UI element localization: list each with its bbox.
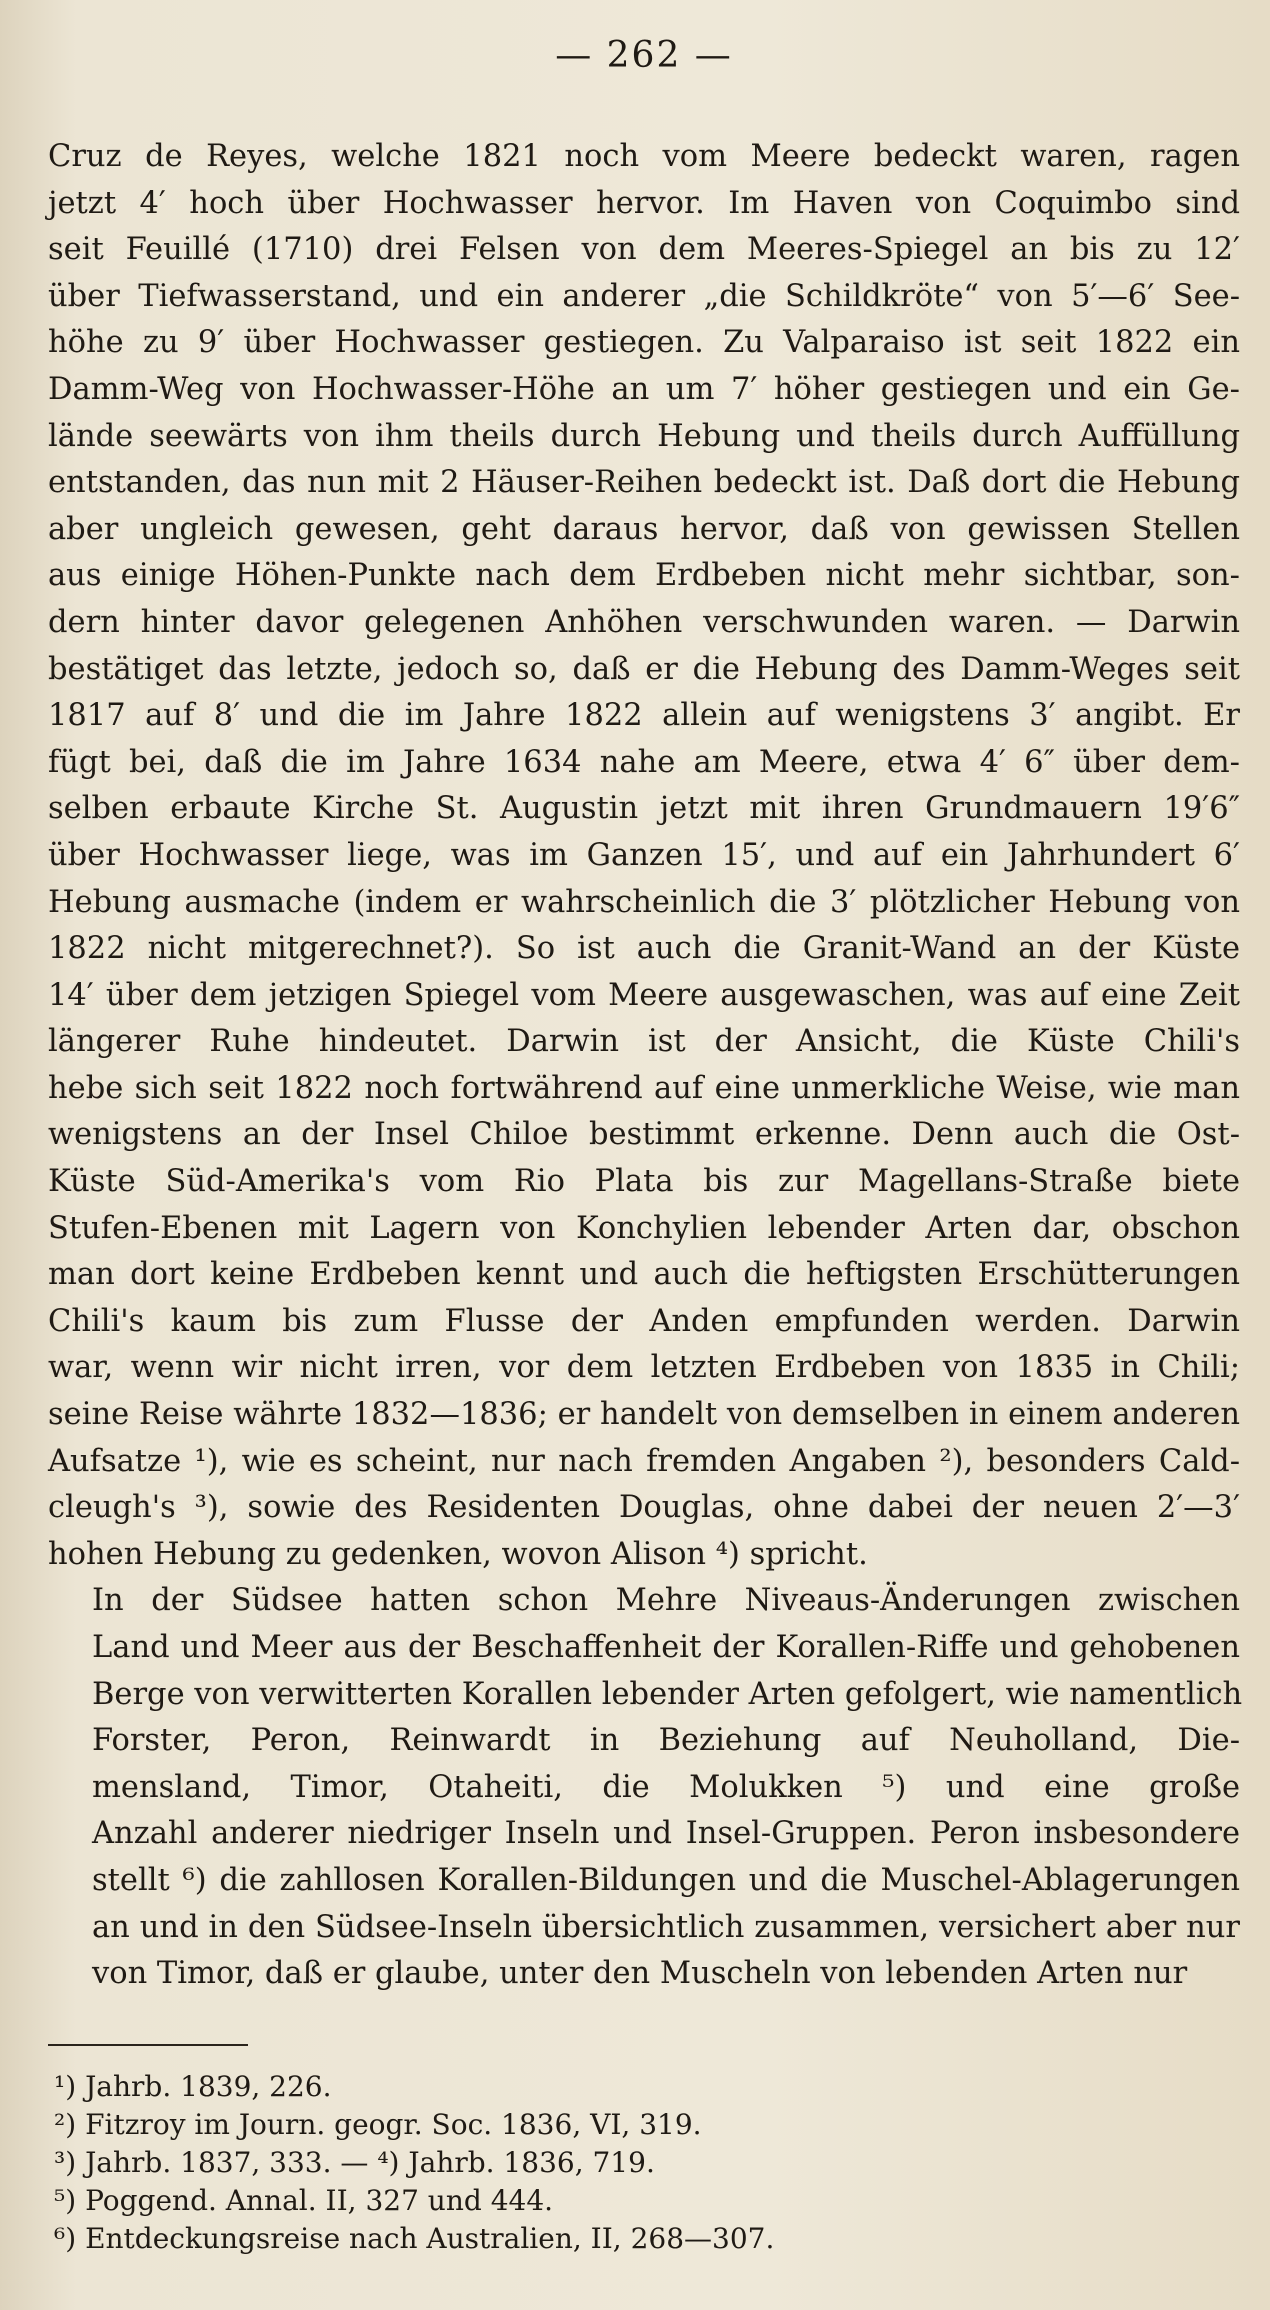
text-line: 1817 auf 8′ und die im Jahre 1822 allein auf wenigstens 3′ angibt. Er bbox=[48, 698, 1240, 734]
text-line: Hebung ausmache (indem er wahrscheinlich die 3′ plötzlicher Hebung von bbox=[48, 884, 1240, 920]
text-line: man dort keine Erdbeben kennt und auch die heftigsten Erschütterungen bbox=[48, 1257, 1240, 1293]
footnote-text: Fitzroy im Journ. geogr. Soc. 1836, VI, 319. bbox=[85, 2107, 702, 2141]
text-line: hohen Hebung zu gedenken, wovon Alison ⁴) spricht. bbox=[48, 1536, 868, 1572]
text-line: fügt bei, daß die im Jahre 1634 nahe am Meere, etwa 4′ 6″ über dem- bbox=[48, 744, 1240, 780]
text-line: Land und Meer aus der Beschaffenheit der Korallen-Riffe und gehobenen bbox=[92, 1630, 1240, 1665]
text-line: cleugh's ³), sowie des Residenten Douglas, ohne dabei der neuen 2′—3′ bbox=[48, 1490, 1240, 1526]
text-line: höhe zu 9′ über Hochwasser gestiegen. Zu Valparaiso ist seit 1822 ein bbox=[48, 325, 1240, 361]
text-line: Chili's kaum bis zum Flusse der Anden empfunden werden. Darwin bbox=[48, 1303, 1240, 1339]
footnote-separator bbox=[48, 2044, 248, 2046]
footnotes bbox=[48, 2068, 1240, 2258]
text-line: selben erbaute Kirche St. Augustin jetzt mit ihren Grundmauern 19′6″ bbox=[48, 791, 1240, 827]
text-line: seine Reise währte 1832—1836; er handelt von demselben in einem anderen bbox=[48, 1397, 1240, 1433]
footnote-mark: ⁶) bbox=[54, 2221, 86, 2255]
text-line: stellt ⁶) die zahllosen Korallen-Bildungen und die Muschel-Ablagerungen bbox=[92, 1862, 1240, 1898]
footnote-mark: ¹) bbox=[54, 2069, 86, 2103]
footnote-text: Jahrb. 1839, 226. bbox=[85, 2069, 332, 2103]
text-line: Aufsatze ¹), wie es scheint, nur nach fremden Angaben ²), besonders Cald- bbox=[48, 1443, 1240, 1479]
text-line: hebe sich seit 1822 noch fortwährend auf eine unmerkliche Weise, wie man bbox=[48, 1070, 1240, 1106]
text-line: Stufen-Ebenen mit Lagern von Konchylien lebender Arten dar, obschon bbox=[48, 1210, 1240, 1246]
footnote bbox=[54, 2220, 1240, 2258]
text-line: Damm-Weg von Hochwasser-Höhe an um 7′ höher gestiegen und ein Ge- bbox=[48, 371, 1240, 407]
text-line: war, wenn wir nicht irren, vor dem letzten Erdbeben von 1835 in Chili; bbox=[48, 1350, 1240, 1386]
text-line: mensland, Timor, Otaheiti, die Molukken ⁵) und eine große bbox=[92, 1769, 1240, 1805]
text-line: 14′ über dem jetzigen Spiegel vom Meere ausgewaschen, was auf eine Zeit bbox=[48, 977, 1240, 1013]
footnote-mark: ⁵) bbox=[54, 2183, 86, 2217]
text-line: entstanden, das nun mit 2 Häuser-Reihen bedeckt ist. Daß dort die Hebung bbox=[48, 465, 1240, 501]
text-line: über Hochwasser liege, was im Ganzen 15′, und auf ein Jahrhundert 6′ bbox=[48, 837, 1240, 873]
text-line: Cruz de Reyes, welche 1821 noch vom Meere bedeckt waren, ragen bbox=[48, 139, 1240, 174]
footnote-mark: ²) bbox=[54, 2107, 86, 2141]
text-line: 1822 nicht mitgerechnet?). So ist auch die Granit-Wand an der Küste bbox=[48, 931, 1240, 967]
text-line: seit Feuillé (1710) drei Felsen von dem Meeres-Spiegel an bis zu 12′ bbox=[48, 232, 1240, 268]
paragraph-1 bbox=[48, 134, 1240, 1578]
text-line: Berge von verwitterten Korallen lebender Arten gefolgert, wie namentlich bbox=[92, 1676, 1243, 1712]
footnote bbox=[54, 2068, 1240, 2106]
text-line: Küste Süd-Amerika's vom Rio Plata bis zur Magellans-Straße biete bbox=[48, 1164, 1240, 1200]
footnote bbox=[54, 2182, 1240, 2220]
text-line: In der Südsee hatten schon Mehre Niveaus-Änderungen zwischen bbox=[92, 1583, 1240, 1619]
text-line: aber ungleich gewesen, geht daraus hervor, daß von gewissen Stellen bbox=[48, 511, 1240, 547]
footnote-mark: ³) bbox=[54, 2145, 86, 2179]
text-line: Forster, Peron, Reinwardt in Beziehung auf Neuholland, Die- bbox=[92, 1723, 1240, 1759]
body-text bbox=[48, 134, 1243, 1998]
footnote bbox=[54, 2144, 1240, 2182]
text-line: lände seewärts von ihm theils durch Hebung und theils durch Auffüllung bbox=[48, 418, 1240, 454]
text-line: von Timor, daß er glaube, unter den Muscheln von lebenden Arten nur bbox=[92, 1956, 1188, 1992]
footnote-text: Entdeckungsreise nach Australien, II, 268—307. bbox=[85, 2221, 775, 2255]
text-line: wenigstens an der Insel Chiloe bestimmt erkenne. Denn auch die Ost- bbox=[48, 1117, 1240, 1153]
text-line: bestätiget das letzte, jedoch so, daß er die Hebung des Damm-Weges seit bbox=[48, 651, 1240, 687]
text-line: über Tiefwasserstand, und ein anderer „die Schildkröte“ von 5′—6′ See- bbox=[48, 278, 1240, 314]
page-number: — 262 — bbox=[555, 35, 733, 76]
footnote-text: Jahrb. 1837, 333. — ⁴) Jahrb. 1836, 719. bbox=[85, 2145, 655, 2179]
text-line: jetzt 4′ hoch über Hochwasser hervor. Im Haven von Coquimbo sind bbox=[48, 185, 1240, 221]
text-line: Anzahl anderer niedriger Inseln und Insel-Gruppen. Peron insbesondere bbox=[92, 1816, 1240, 1852]
text-line: aus einige Höhen-Punkte nach dem Erdbeben nicht mehr sichtbar, son- bbox=[48, 558, 1240, 594]
text-line: dern hinter davor gelegenen Anhöhen verschwunden waren. — Darwin bbox=[48, 604, 1240, 640]
paragraph-2 bbox=[48, 1578, 1243, 1997]
text-line: an und in den Südsee-Inseln übersichtlich zusammen, versichert aber nur bbox=[92, 1909, 1240, 1945]
footnote-text: Poggend. Annal. II, 327 und 444. bbox=[85, 2183, 554, 2217]
text-line: längerer Ruhe hindeutet. Darwin ist der Ansicht, die Küste Chili's bbox=[48, 1024, 1240, 1060]
footnote bbox=[54, 2106, 1240, 2144]
